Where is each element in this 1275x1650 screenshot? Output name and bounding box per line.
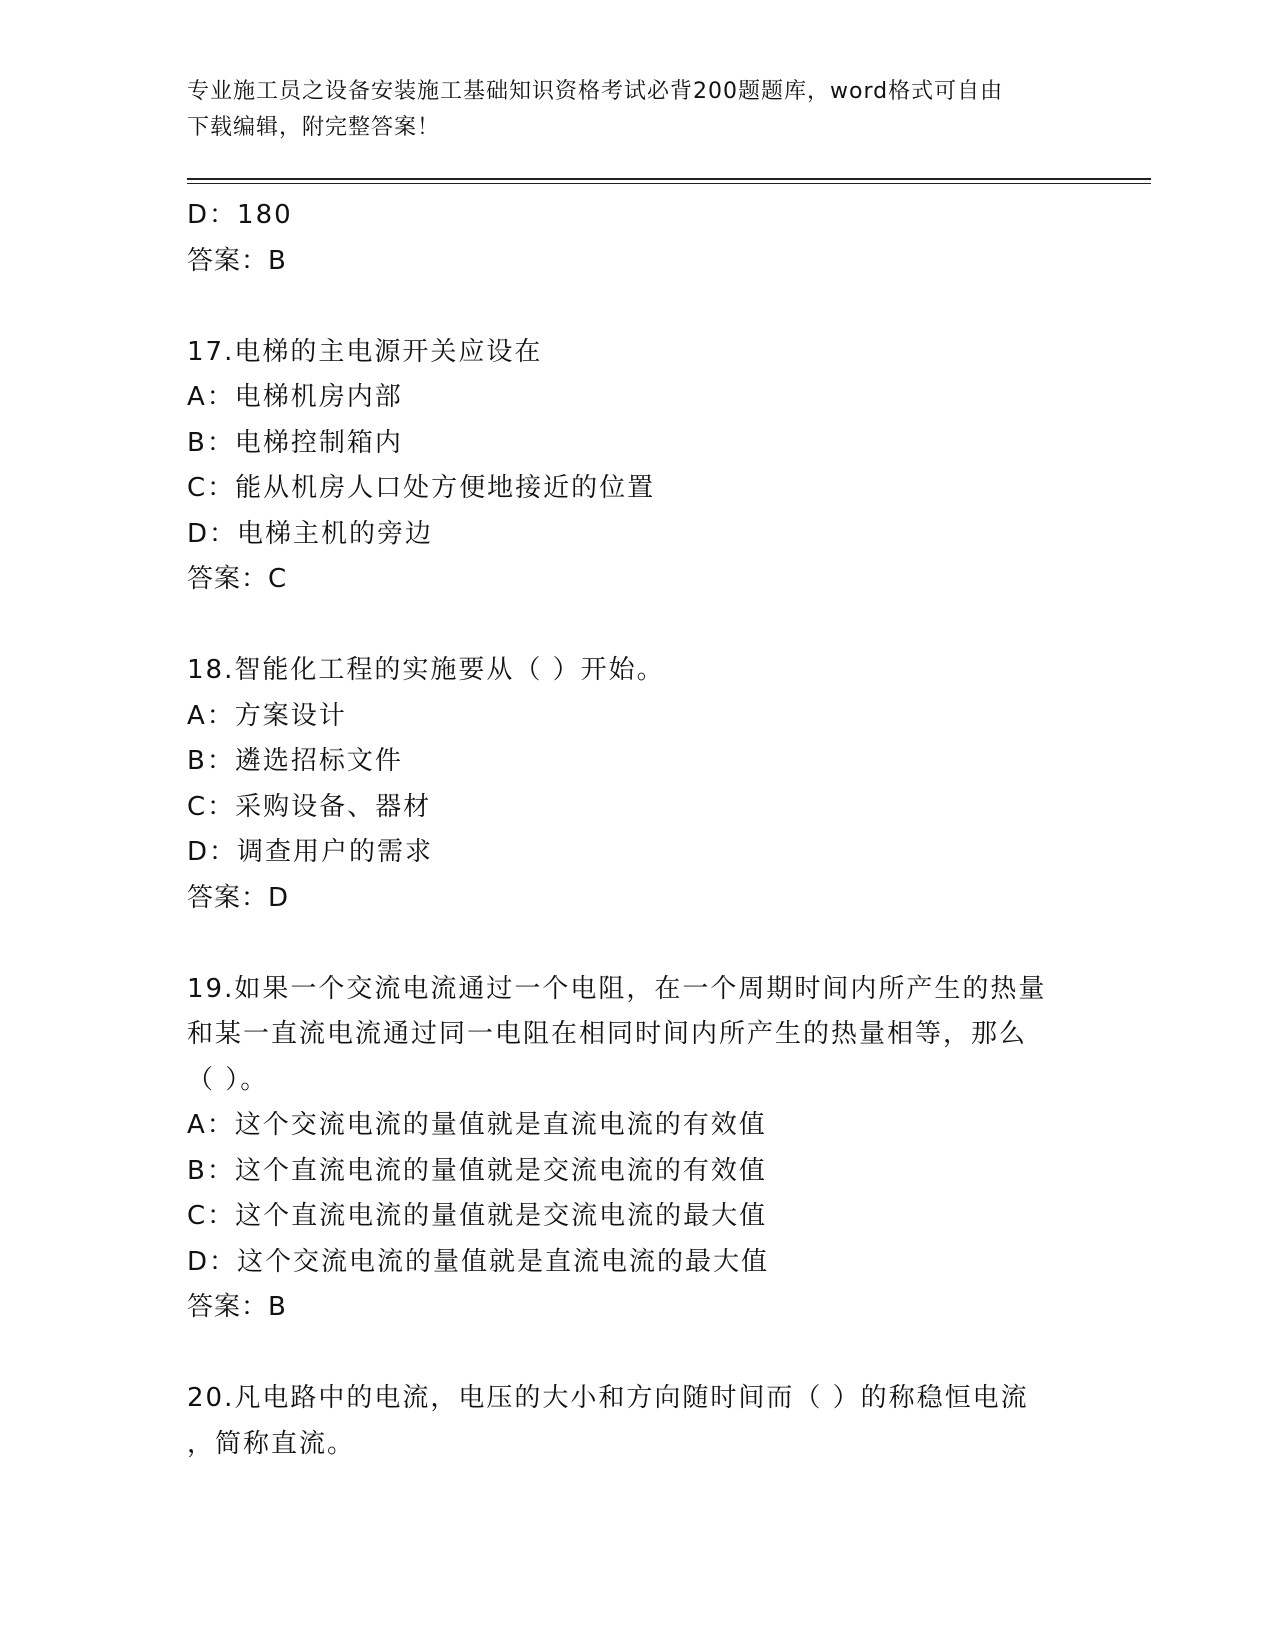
q18-option-b: B：遴选招标文件	[187, 746, 403, 776]
q18-answer: 答案：D	[187, 882, 290, 913]
q17-option-c: C：能从机房人口处方便地接近的位置	[187, 473, 656, 503]
question-18: 18.智能化工程的实施要从（ ）开始。	[187, 655, 665, 685]
q19-option-b: B：这个直流电流的量值就是交流电流的有效值	[187, 1155, 767, 1186]
q19-option-c: C：这个直流电流的量值就是交流电流的最大值	[187, 1201, 768, 1231]
spacer	[187, 603, 1087, 649]
question-20-line-1: 20.凡电路中的电流，电压的大小和方向随时间而（ ）的称稳恒电流	[187, 1383, 1029, 1413]
q18-option-d: D：调查用户的需求	[187, 837, 434, 867]
header-divider-thick	[187, 178, 1151, 180]
header-divider-thin	[187, 183, 1151, 184]
question-19-line-3: （ ）。	[187, 1064, 269, 1095]
header-line-1: 专业施工员之设备安装施工基础知识资格考试必背200题题库，word格式可自由	[187, 79, 1004, 104]
spacer	[187, 284, 1087, 330]
q19-option-a: A：这个交流电流的量值就是直流电流的有效值	[187, 1110, 767, 1140]
q17-answer: 答案：C	[187, 564, 288, 594]
prev-answer: 答案：B	[187, 245, 287, 276]
q18-option-a: A：方案设计	[187, 700, 347, 731]
question-17: 17.电梯的主电源开关应设在	[187, 336, 543, 367]
q19-option-d: D：这个交流电流的量值就是直流电流的最大值	[187, 1246, 770, 1277]
question-20-line-2: ，简称直流。	[187, 1428, 356, 1459]
question-19-line-1: 19.如果一个交流电流通过一个电阻，在一个周期时间内所产生的热量	[187, 973, 1047, 1004]
document-header	[187, 74, 1087, 146]
q17-option-a: A：电梯机房内部	[187, 382, 403, 412]
q18-option-c: C：采购设备、器材	[187, 791, 432, 822]
q17-option-b: B：电梯控制箱内	[187, 427, 403, 458]
spacer	[187, 1331, 1087, 1377]
prev-option-d: D：180	[187, 200, 293, 230]
question-list	[187, 193, 1087, 1467]
q19-answer: 答案：B	[187, 1292, 287, 1322]
header-line-2: 下载编辑，附完整答案！	[187, 115, 441, 140]
spacer	[187, 921, 1087, 967]
q17-option-d: D：电梯主机的旁边	[187, 518, 434, 549]
question-19-line-2: 和某一直流电流通过同一电阻在相同时间内所产生的热量相等，那么	[187, 1019, 1028, 1049]
